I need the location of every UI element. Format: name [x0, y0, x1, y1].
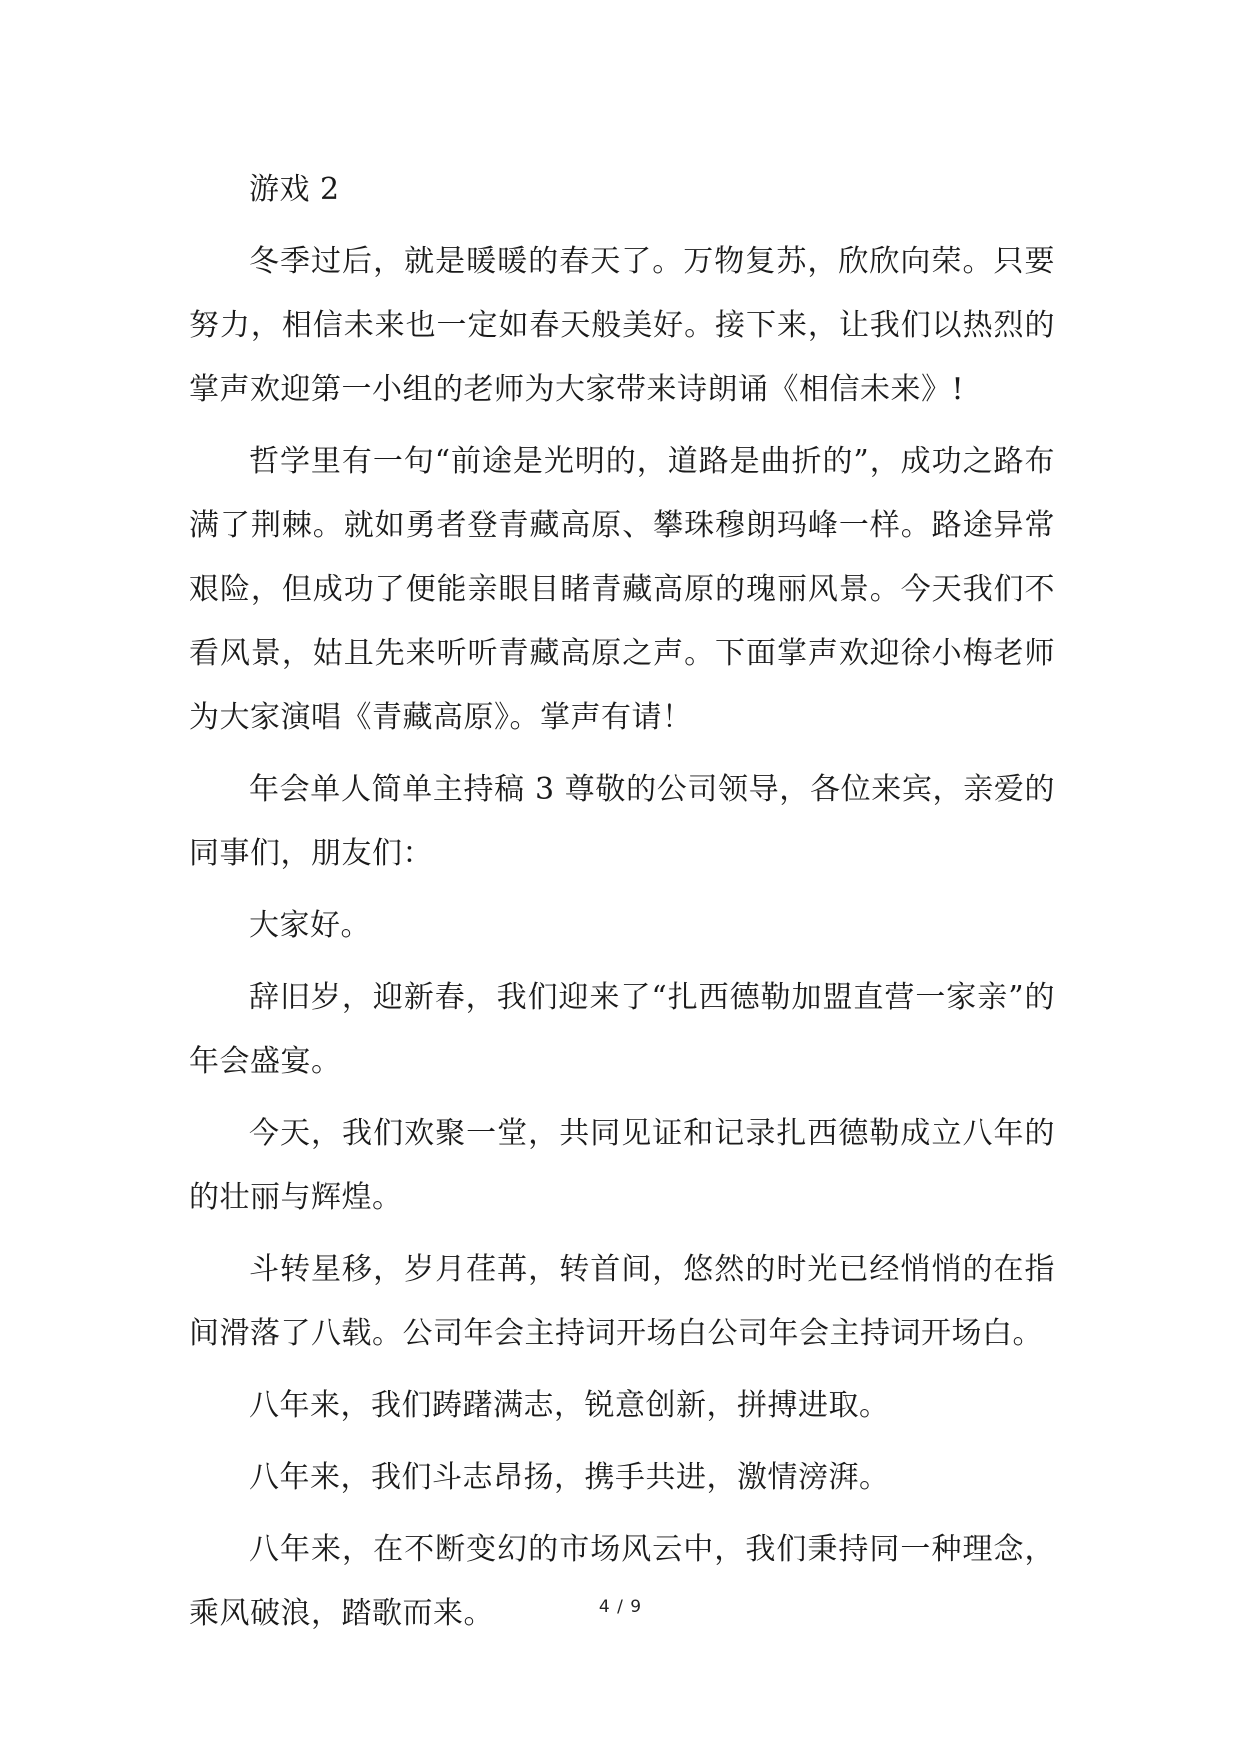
page-number: 4 / 9 — [598, 1597, 643, 1617]
document-body — [189, 158, 1055, 1654]
paragraph-new-year: 辞旧岁，迎新春，我们迎来了“扎西德勒加盟直营一家亲”的年会盛宴。 — [189, 980, 1055, 1079]
paragraph-eight-years-3: 八年来，在不断变幻的市场风云中，我们秉持同一种理念，乘风破浪，踏歌而来。 — [189, 1532, 1055, 1631]
paragraph-philosophy: 哲学里有一句“前途是光明的，道路是曲折的”，成功之路布满了荆棘。就如勇者登青藏高原、攀珠穆朗玛峰一样。路途异常艰险，但成功了便能亲眼目睹青藏高原的瑰丽风景。今天我们不看风景，姑且先来听听青藏高原之声。下面掌声欢迎徐小梅老师为大家演唱《青藏高原》。掌声有请！ — [189, 444, 1055, 735]
paragraph-time-passes: 斗转星移，岁月荏苒，转首间，悠然的时光已经悄悄的在指间滑落了八载。公司年会主持词开场白公司年会主持词开场白。 — [189, 1252, 1055, 1351]
paragraph-today: 今天，我们欢聚一堂，共同见证和记录扎西德勒成立八年的的壮丽与辉煌。 — [189, 1116, 1055, 1215]
paragraph-game-heading: 游戏 2 — [249, 172, 340, 207]
paragraph-eight-years-2: 八年来，我们斗志昂扬，携手共进，激情滂湃。 — [249, 1460, 890, 1495]
paragraph-spring: 冬季过后，就是暖暖的春天了。万物复苏，欣欣向荣。只要努力，相信未来也一定如春天般美好。接下来，让我们以热烈的掌声欢迎第一小组的老师为大家带来诗朗诵《相信未来》! — [189, 244, 1055, 407]
paragraph-eight-years-1: 八年来，我们踌躇满志，锐意创新，拼搏进取。 — [249, 1388, 890, 1423]
paragraph-hello: 大家好。 — [249, 908, 371, 943]
paragraph-greeting-title: 年会单人简单主持稿 3 尊敬的公司领导，各位来宾，亲爱的同事们，朋友们： — [189, 772, 1055, 871]
